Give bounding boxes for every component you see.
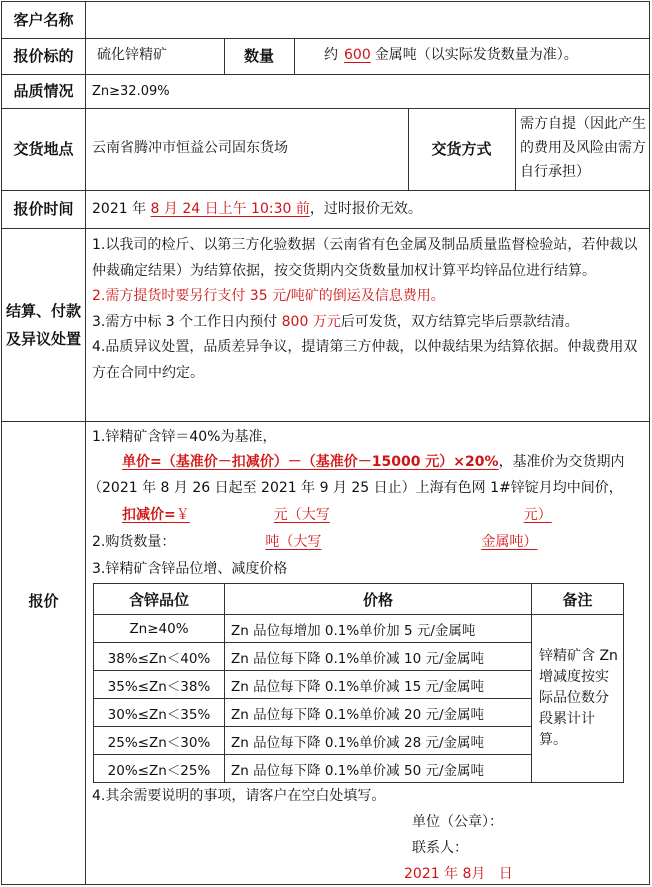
quotation-form (1, 1, 650, 885)
quote-label: 报价 (28, 592, 59, 610)
column-divider (294, 38, 295, 74)
deduction-end: 元） (523, 507, 552, 523)
table-row (94, 615, 624, 643)
quality-value: Zn≥32.09% (92, 84, 170, 99)
price-formula-tail: ，基准价为交货期内 (498, 454, 625, 470)
purchase-quantity-line (92, 530, 537, 555)
row-divider (2, 38, 649, 39)
purchase-quantity-unit: 吨（大写 (265, 534, 322, 550)
settlement-text (92, 233, 645, 386)
price-cell: Zn 品位每下降 0.1%单价减 50 元/金属吨 (225, 755, 532, 783)
settlement-item-4: 4.品质异议处置，品质差异争议，提请第三方仲裁，以仲裁结果为结算依据。仲裁费用双方在合同中约定。 (92, 339, 638, 381)
quote-time-suffix: ，过时报价无效。 (309, 201, 422, 217)
subject-value: 硫化锌精矿 (97, 47, 167, 63)
settlement-label: 结算、付款 及异议处置 (6, 301, 82, 348)
price-formula: 单价=（基准价－扣减价）－（基准价－15000 元）×20% (122, 454, 499, 470)
row-divider (2, 228, 649, 229)
deduction-yen[interactable]: ￥ (175, 507, 190, 523)
quote-time-label: 报价时间 (13, 200, 74, 218)
price-cell: Zn 品位每下降 0.1%单价减 15 元/金属吨 (225, 671, 532, 699)
column-divider (85, 2, 86, 885)
grade-price-table (93, 583, 624, 783)
delivery-place-value: 云南省腾冲市恒益公司固东货场 (92, 140, 288, 156)
settlement-item-3-start: 3.需方中标 3 个工作日内预付 (92, 313, 282, 330)
grade-cell: 35%≤Zn＜38% (94, 671, 225, 699)
prepayment-amount: 800 万元 (281, 313, 341, 330)
quote-item-4: 4.其余需要说明的事项，请客户在空白处填写。 (92, 788, 386, 804)
settlement-item-3-end: 后可发货，双方结算完毕后票款结清。 (340, 313, 579, 330)
settlement-item-3 (92, 310, 645, 336)
delivery-place-label: 交货地点 (13, 140, 74, 158)
grade-cell: 30%≤Zn＜35% (94, 699, 225, 727)
company-seal[interactable]: 单位（公章）： (412, 814, 503, 830)
quote-item-3: 3.锌精矿含锌品位增、减度价格 (92, 561, 288, 577)
settlement-item-1: 1.以我司的检斤、以第三方化验数据（云南省有色金属及制品质量监督检验站，若仲裁以仲裁确定结果）为结算依据，按交货期内交货数量加权计算平均锌品位进行结算。 (92, 237, 638, 279)
price-formula-line (122, 450, 625, 475)
quantity-number: 600 (344, 47, 371, 63)
quote-time-prefix: 2021 年 (92, 201, 151, 217)
price-cell: Zn 品位每下降 0.1%单价减 20 元/金属吨 (225, 699, 532, 727)
deduction-label: 扣减价= (122, 507, 176, 523)
price-cell: Zn 品位每下降 0.1%单价减 28 元/金属吨 (225, 727, 532, 755)
quality-label: 品质情况 (13, 82, 74, 100)
header-note: 备注 (532, 584, 624, 615)
row-divider (2, 421, 649, 422)
quote-deadline: 8 月 24 日上午 10:30 前 (150, 201, 310, 217)
base-price-description: （2021 年 8 月 26 日起至 2021 年 9 月 25 日止）上海有色网 1#锌锭月均中间价， (88, 480, 623, 496)
grade-cell: 25%≤Zn＜30% (94, 727, 225, 755)
quote-item-1: 1.锌精矿含锌＝40%为基准， (92, 429, 277, 445)
row-divider (2, 190, 649, 191)
deduction-unit: 元（大写 (273, 507, 330, 523)
grade-cell: 38%≤Zn＜40% (94, 643, 225, 671)
quantity-suffix: 金属吨（以实际发货数量为准）。 (374, 47, 578, 63)
quantity-prefix: 约 (324, 47, 338, 63)
row-divider (2, 74, 649, 75)
purchase-quantity-end: 金属吨） (481, 534, 538, 550)
quantity-value (324, 43, 578, 68)
quote-date: 2021 年 8月 日 (404, 866, 513, 882)
note-cell: 锌精矿含 Zn 增减度按实际品位数分段累计计算。 (532, 615, 624, 783)
customer-label: 客户名称 (13, 11, 74, 29)
subject-label: 报价标的 (13, 47, 74, 65)
quantity-label: 数量 (243, 47, 274, 65)
price-cell: Zn 品位每增加 0.1%单价加 5 元/金属吨 (225, 615, 532, 643)
grade-cell: 20%≤Zn＜25% (94, 755, 225, 783)
purchase-quantity-label: 2.购货数量： (92, 534, 176, 550)
delivery-method-value: 需方自提（因此产生的费用及风险由需方自行承担） (520, 116, 646, 180)
table-header-row (94, 584, 624, 615)
delivery-method-label: 交货方式 (431, 140, 492, 158)
contact-person[interactable]: 联系人： (412, 840, 468, 856)
settlement-item-2: 2.需方提货时要另行支付 35 元/吨矿的倒运及信息费用。 (92, 288, 445, 304)
header-grade: 含锌品位 (94, 584, 225, 615)
deduction-line (122, 503, 552, 528)
quote-time-value (92, 197, 422, 222)
price-cell: Zn 品位每下降 0.1%单价减 10 元/金属吨 (225, 643, 532, 671)
column-divider (515, 108, 516, 190)
grade-cell: Zn≥40% (94, 615, 225, 643)
row-divider (2, 108, 649, 109)
header-price: 价格 (225, 584, 532, 615)
